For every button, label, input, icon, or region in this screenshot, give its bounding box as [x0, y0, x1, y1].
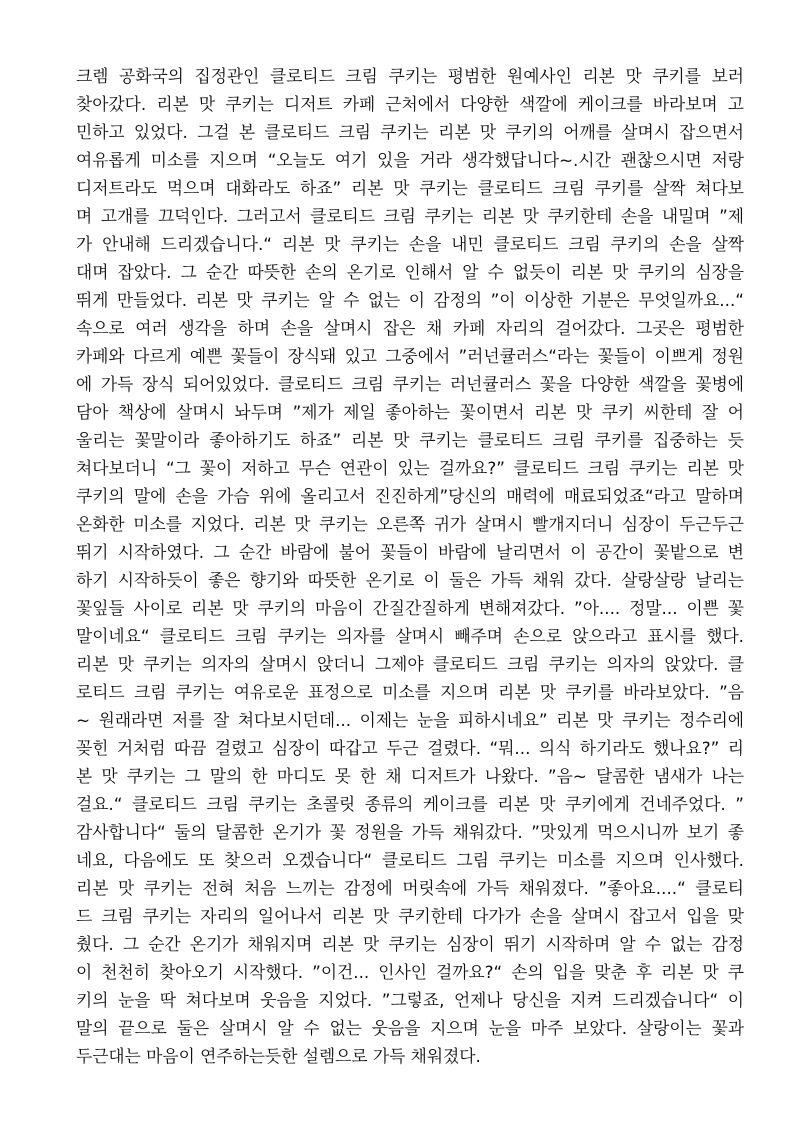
text-line-27: 걸요.“ 클로티드 크림 쿠키는 초콜릿 종류의 케이크를 리본 맛 쿠키에게 건네주었다. ” — [76, 794, 744, 814]
text-line-8: 대며 잡았다. 그 순간 따뜻한 손의 온기로 인해서 알 수 없듯이 리본 맛 쿠키의 심장을 — [76, 262, 744, 282]
text-line-6: 며 고개를 끄덕인다. 그러고서 클로티드 크림 쿠키는 리본 맛 쿠키한테 손을 내밀며 ”제 — [76, 206, 744, 226]
text-line-19: 하기 시작하듯이 좋은 향기와 따뜻한 온기로 이 둘은 가득 채워 갔다. 살랑살랑 날리는 — [76, 570, 744, 590]
text-line-26: 본 맛 쿠키는 그 말의 한 마디도 못 한 채 디저트가 나왔다. ”음~ 달콤한 냄새가 나는 — [76, 766, 744, 786]
text-line-9: 뛰게 만들었다. 리본 맛 쿠키는 알 수 없는 이 감정의 ”이 이상한 기분은 무엇일까요...“ — [76, 290, 744, 310]
text-line-28: 감사합니다“ 둘의 달콤한 온기가 꽃 정원을 가득 채워갔다. ”맛있게 먹으시니까 보기 좋 — [76, 822, 744, 842]
text-line-34: 키의 눈을 딱 쳐다보며 웃음을 지었다. ”그렇죠, 언제나 당신을 지켜 드리겠습니다“ 이 — [76, 990, 744, 1010]
text-line-16: 쿠키의 말에 손을 가슴 위에 올리고서 진진하게”당신의 매력에 매료되었죠“라고 말하며 — [76, 486, 744, 506]
text-line-13: 담아 책상에 살며시 놔두며 ”제가 제일 좋아하는 꽃이면서 리본 맛 쿠키 씨한테 잘 어 — [76, 402, 744, 422]
text-line-24: ~ 원래라면 저를 잘 쳐다보시던데... 이제는 눈을 피하시네요” 리본 맛 쿠키는 정수리에 — [76, 710, 744, 730]
text-line-22: 리본 맛 쿠키는 의자의 살며시 앉더니 그제야 클로티드 크림 쿠키는 의자의 앉았다. 클 — [76, 654, 744, 674]
text-line-36: 두근대는 마음이 연주하는듯한 설렘으로 가득 채워졌다. — [76, 1046, 481, 1066]
text-line-17: 온화한 미소를 지었다. 리본 맛 쿠키는 오른쪽 귀가 살며시 빨개지더니 심장이 두근두근 — [76, 514, 744, 534]
text-line-14: 울리는 꽃말이라 좋아하기도 하죠” 리본 맛 쿠키는 클로티드 크림 쿠키를 집중하는 듯 — [76, 430, 744, 450]
text-line-20: 꽃잎들 사이로 리본 맛 쿠키의 마음이 간질간질하게 변해져갔다. ”아.... 정말... 이쁜 꽃 — [76, 598, 744, 618]
text-line-32: 췄다. 그 순간 온기가 채워지며 리본 맛 쿠키는 심장이 뛰기 시작하며 알 수 없는 감정 — [76, 934, 744, 954]
text-line-11: 카페와 다르게 예쁜 꽃들이 장식돼 있고 그중에서 ”러넌큘러스“라는 꽃들이 이쁘게 정원 — [76, 346, 744, 366]
text-line-18: 뛰기 시작하였다. 그 순간 바람에 불어 꽃들이 바람에 날리면서 이 공간이 꽃밭으로 변 — [76, 542, 744, 562]
text-line-35: 말의 끝으로 둘은 살며시 알 수 없는 웃음을 지으며 눈을 마주 보았다. 살랑이는 꽃과 — [76, 1018, 744, 1038]
text-line-7: 가 안내해 드리겠습니다.“ 리본 맛 쿠키는 손을 내민 클로티드 크림 쿠키의 손을 살짝 — [76, 234, 744, 254]
text-line-10: 속으로 여러 생각을 하며 손을 살며시 잡은 채 카페 자리의 걸어갔다. 그곳은 평범한 — [76, 318, 744, 338]
text-line-4: 여유롭게 미소를 지으며 “오늘도 여기 있을 거라 생각했답니다~.시간 괜찮으시면 저랑 — [76, 150, 744, 170]
text-line-15: 쳐다보더니 “그 꽃이 저하고 무슨 연관이 있는 걸까요?” 클로티드 크림 쿠키는 리본 맛 — [76, 458, 744, 478]
text-line-12: 에 가득 장식 되어있었다. 클로티드 크림 쿠키는 러넌큘러스 꽃을 다양한 색깔을 꽃병에 — [76, 374, 744, 394]
text-line-5: 디저트라도 먹으며 대화라도 하죠” 리본 맛 쿠키는 클로티드 크림 쿠키를 살짝 쳐다보 — [76, 178, 744, 198]
text-line-3: 민하고 있었다. 그걸 본 클로티드 크림 쿠키는 리본 맛 쿠키의 어깨를 살며시 잡으면서 — [76, 122, 744, 142]
text-line-33: 이 천천히 찾아오기 시작했다. ”이건... 인사인 걸까요?“ 손의 입을 맞춘 후 리본 맛 쿠 — [76, 962, 744, 982]
text-line-23: 로티드 크림 쿠키는 여유로운 표정으로 미소를 지으며 리본 맛 쿠키를 바라보았다. ”음 — [76, 682, 744, 702]
text-line-30: 리본 맛 쿠키는 전혀 처음 느끼는 감정에 머릿속에 가득 채워졌다. ”좋아요....“ 클로티 — [76, 878, 744, 898]
text-line-2: 찾아갔다. 리본 맛 쿠키는 디저트 카페 근처에서 다양한 색깔에 케이크를 바라보며 고 — [76, 94, 744, 114]
document-body — [76, 62, 744, 1070]
text-line-1: 크렘 공화국의 집정관인 클로티드 크림 쿠키는 평범한 원예사인 리본 맛 쿠키를 보러 — [76, 66, 744, 86]
text-line-21: 말이네요“ 클로티드 크림 쿠키는 의자를 살며시 빼주며 손으로 앉으라고 표시를 했다. — [76, 626, 744, 646]
text-line-31: 드 크림 쿠키는 자리의 일어나서 리본 맛 쿠키한테 다가가 손을 살며시 잡고서 입을 맞 — [76, 906, 744, 926]
text-line-25: 꽂힌 거처럼 따끔 걸렸고 심장이 따갑고 두근 걸렸다. “뭐... 의식 하기라도 했나요?” 리 — [76, 738, 744, 758]
text-line-29: 네요, 다음에도 또 찾으러 오겠습니다“ 클로티드 그림 쿠키는 미소를 지으며 인사했다. — [76, 850, 744, 870]
